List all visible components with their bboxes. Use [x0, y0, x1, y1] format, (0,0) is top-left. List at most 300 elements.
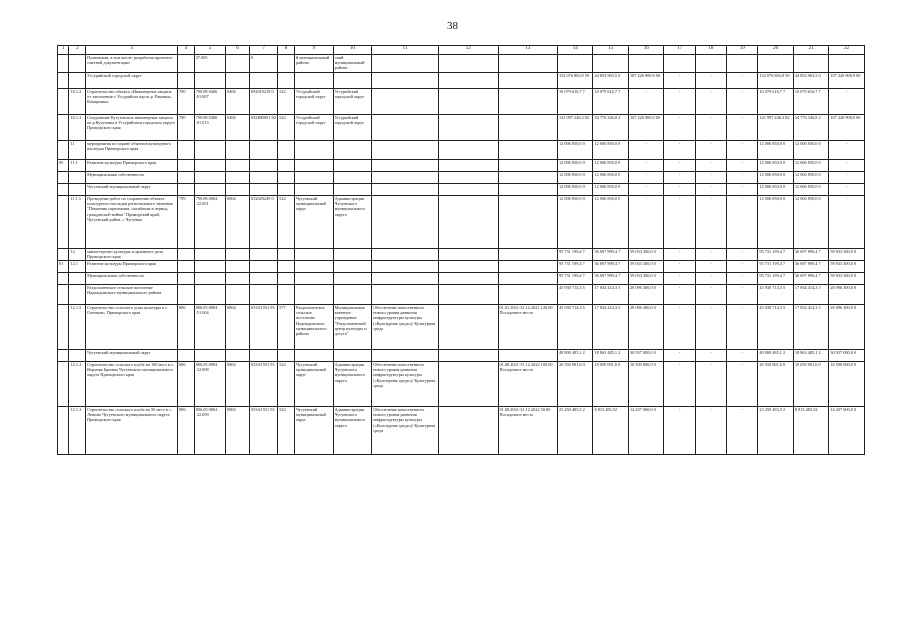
table-cell: Чугуевский муниципальный округ: [86, 184, 178, 196]
table-cell: [372, 261, 439, 273]
table-cell: 36 697 899,4 7: [793, 273, 828, 285]
table-cell: -: [727, 115, 758, 141]
table-cell: 082ИЕR01 60: [250, 115, 278, 141]
table-cell: 12 006 850,0 0: [758, 160, 793, 172]
table-cell: [250, 261, 278, 273]
table-cell: [793, 55, 828, 73]
table-cell: [278, 285, 295, 305]
table-cell: мероприятия по охране объектов культурного наследия Приморского края: [86, 141, 178, 160]
table-cell: 23 250 483,5 2: [758, 407, 793, 455]
table-cell: [226, 261, 250, 273]
table-cell: 0406: [226, 89, 250, 115]
table-cell: 522: [278, 407, 295, 455]
table-cell: 11: [69, 141, 86, 160]
table-cell: 12 006 850,0 0: [593, 172, 628, 184]
table-cell: [372, 249, 439, 261]
table-cell: 12 006 850,0 0: [558, 160, 593, 172]
table-cell: 12 006 850,0 0: [558, 184, 593, 196]
table-cell: 799: [178, 196, 195, 249]
table-cell: [178, 55, 195, 73]
table-cell: -: [727, 261, 758, 273]
table-cell: [226, 273, 250, 285]
table-cell: [278, 55, 295, 73]
table-cell: [439, 172, 499, 184]
table-cell: 26 550 001,6 0: [758, 362, 793, 407]
column-header: 6: [226, 46, 250, 55]
table-cell: -: [695, 196, 726, 249]
table-cell: 59 033 300,0 0: [829, 273, 865, 285]
table-cell: [278, 141, 295, 160]
table-cell: 790.08 0406 .01.015: [194, 115, 225, 141]
table-cell: Муниципальная собственность: [86, 273, 178, 285]
table-cell: [439, 160, 499, 172]
table-cell: [498, 160, 558, 172]
table-cell: Муниципальная собственность: [86, 172, 178, 184]
table-cell: Строительство сельского дома культуры в с. Олечково, Приморского края: [86, 305, 178, 350]
table-cell: -: [664, 273, 695, 285]
table-cell: [69, 55, 86, 73]
table-cell: -: [664, 362, 695, 407]
table-cell: 36 697 899,4 7: [793, 261, 828, 273]
table-cell: 522: [278, 196, 295, 249]
table-cell: [250, 141, 278, 160]
table-cell: [498, 285, 558, 305]
table-cell: 49 800 485,1 2: [558, 350, 593, 362]
table-cell: 12 006 850,0 0: [758, 172, 793, 184]
table-cell: 59 033 300,0 0: [829, 249, 865, 261]
table-cell: 12 006 850,0 0: [593, 184, 628, 196]
table-cell: Уссурийский городской округ: [294, 89, 333, 115]
table-cell: 17 834 414,3 5: [793, 305, 828, 350]
table-cell: 522: [278, 89, 295, 115]
table-cell: [498, 73, 558, 89]
table-cell: Чугуевский муниципальный округ: [86, 350, 178, 362]
table-row: [58, 184, 865, 196]
table-cell: -: [695, 362, 726, 407]
table-cell: -: [727, 172, 758, 184]
table-cell: 806.05.0804 .32.009: [194, 407, 225, 455]
table-cell: 053А1551 93: [250, 407, 278, 455]
column-header: 11: [372, 46, 439, 55]
table-cell: -: [664, 73, 695, 89]
table-cell: 12 006 850,0 0: [793, 196, 828, 249]
table-cell: [250, 73, 278, 89]
table-cell: 45 930 714,3 5: [558, 285, 593, 305]
table-cell: -: [664, 305, 695, 350]
table-cell: [439, 350, 499, 362]
table-cell: [178, 350, 195, 362]
table-cell: 28 096 300,0 0: [628, 305, 663, 350]
column-header: 10: [333, 46, 372, 55]
column-header: 13: [498, 46, 558, 55]
table-cell: 806: [178, 362, 195, 407]
table-cell: [758, 55, 793, 73]
table-cell: [69, 73, 86, 89]
table-cell: [294, 184, 333, 196]
table-cell: -: [695, 285, 726, 305]
table-cell: [194, 249, 225, 261]
table-cell: 0804: [226, 305, 250, 350]
table-cell: [372, 285, 439, 305]
table-cell: 10 079 616,7 7: [793, 89, 828, 115]
table-cell: [58, 407, 69, 455]
table-cell: [439, 407, 499, 455]
table-cell: 01.08.2021-31.12.2022 50.00 Посадочное место: [498, 407, 558, 455]
table-cell: [333, 184, 372, 196]
table-cell: -: [664, 261, 695, 273]
budget-table: [57, 45, 865, 455]
table-cell: 12 006 850,0 0: [558, 196, 593, 249]
table-cell: Уссурийский городской округ: [333, 89, 372, 115]
column-header: 22: [829, 46, 865, 55]
table-cell: 12.1.5: [69, 305, 86, 350]
table-cell: -: [727, 73, 758, 89]
table-cell: 10.1.3: [69, 115, 86, 141]
table-cell: 0: [250, 55, 278, 73]
table-cell: 12: [69, 249, 86, 261]
table-cell: [226, 285, 250, 305]
table-cell: Пулковская, в том числе: разработка проектно-сметной документации: [86, 55, 178, 73]
table-row: [58, 261, 865, 273]
table-cell: [294, 350, 333, 362]
column-header: 7: [250, 46, 278, 55]
column-header: 19: [727, 46, 758, 55]
table-cell: [194, 73, 225, 89]
table-cell: министерство культуры и архивного дела Приморского края: [86, 249, 178, 261]
table-cell: -: [727, 362, 758, 407]
table-cell: [178, 261, 195, 273]
table-cell: 36 697 899,4 7: [593, 261, 628, 273]
table-cell: [439, 249, 499, 261]
table-cell: [294, 249, 333, 261]
table-cell: 107 220 900,9 00: [628, 73, 663, 89]
table-cell: 26 550 001,6 0: [558, 362, 593, 407]
table-cell: сний муниципальный района: [333, 55, 372, 73]
table-cell: Развитие культуры Приморского края: [86, 160, 178, 172]
table-row: [58, 305, 865, 350]
table-cell: [498, 196, 558, 249]
table-cell: [58, 141, 69, 160]
table-cell: 23 250 483,5 2: [558, 407, 593, 455]
table-cell: [69, 350, 86, 362]
column-header: 2: [69, 46, 86, 55]
table-cell: Проведение работ по сохранению объекта культурного наследия регионального значения "Памятник партизанам, погибшим в период гражданской войны" Приморский край, Чугуевский район, с Чугуевка: [86, 196, 178, 249]
table-cell: Обеспечение качественного нового уровня развития инфраструктуры культуры («Культурная среда»)/ Культурная среда: [372, 305, 439, 350]
table-cell: 12 006 850,0 0: [793, 172, 828, 184]
table-cell: [178, 172, 195, 184]
table-row: [58, 141, 865, 160]
table-row: [58, 160, 865, 172]
table-cell: [178, 285, 195, 305]
table-cell: 107 220 900,0 00: [628, 115, 663, 141]
header-row: [58, 46, 865, 55]
table-cell: 12 006 850,0 0: [793, 141, 828, 160]
table-cell: Администрация Чугуевского муниципального округа: [333, 362, 372, 407]
column-header: 5: [194, 46, 225, 55]
table-cell: 12 006 850,0 0: [593, 196, 628, 249]
table-cell: [58, 55, 69, 73]
table-cell: 12.1: [69, 261, 86, 273]
column-header: 16: [628, 46, 663, 55]
table-cell: 11.1: [69, 160, 86, 172]
table-cell: [178, 249, 195, 261]
table-cell: [439, 196, 499, 249]
table-cell: [372, 89, 439, 115]
table-cell: 522: [278, 115, 295, 141]
table-cell: [333, 350, 372, 362]
table-cell: [829, 55, 865, 73]
table-cell: [498, 273, 558, 285]
table-cell: 12 006 850,0 0: [793, 184, 828, 196]
table-cell: [439, 362, 499, 407]
table-cell: Строительство объекта «Инженерные защиты от затопления г. Уссурийска вдоль р. Раковка», Комаровка»: [86, 89, 178, 115]
table-cell: 0804: [226, 407, 250, 455]
column-header: 21: [793, 46, 828, 55]
table-cell: 790.08 0406 .01.007: [194, 89, 225, 115]
table-cell: 59 033 300,0 0: [628, 249, 663, 261]
table-cell: [250, 249, 278, 261]
table-cell: 45 930 714,3 5: [758, 305, 793, 350]
table-cell: [278, 249, 295, 261]
table-cell: -: [695, 141, 726, 160]
column-header: 1: [58, 46, 69, 55]
column-header: 12: [439, 46, 499, 55]
table-cell: [628, 55, 663, 73]
table-cell: [498, 184, 558, 196]
table-cell: [178, 141, 195, 160]
table-cell: [372, 273, 439, 285]
table-cell: 8 813 483,52: [593, 407, 628, 455]
table-cell: [58, 184, 69, 196]
table-cell: 0804: [226, 362, 250, 407]
table-cell: [226, 249, 250, 261]
table-cell: [58, 249, 69, 261]
table-cell: Администрация Чугуевского муниципального округа: [333, 407, 372, 455]
table-cell: 36 697 899,4 7: [593, 249, 628, 261]
table-cell: -: [695, 350, 726, 362]
table-cell: -: [695, 261, 726, 273]
table-cell: [593, 55, 628, 73]
table-cell: 8 813 483,52: [793, 407, 828, 455]
table-cell: [498, 115, 558, 141]
table-cell: [194, 350, 225, 362]
table-cell: -: [727, 305, 758, 350]
table-cell: [498, 249, 558, 261]
table-cell: -: [664, 184, 695, 196]
table-cell: -: [628, 196, 663, 249]
column-header: 9: [294, 46, 333, 55]
table-cell: 95 731 199,4 7: [558, 261, 593, 273]
table-cell: [372, 184, 439, 196]
table-cell: 10 079 616,7 7: [593, 89, 628, 115]
table-cell: -: [664, 407, 695, 455]
table-cell: 18 863 485,1 2: [793, 350, 828, 362]
table-cell: -: [628, 184, 663, 196]
table-cell: 152 076 863,9 59: [758, 73, 793, 89]
table-cell: 12.1.3: [69, 407, 86, 455]
table-cell: 05: [58, 160, 69, 172]
table-cell: [226, 73, 250, 89]
table-cell: 12 006 850,0 0: [758, 184, 793, 196]
table-cell: [194, 172, 225, 184]
table-cell: -: [727, 273, 758, 285]
table-cell: 18 863 485,1 2: [593, 350, 628, 362]
table-cell: 01.08.2021-31.12.2022 100.00 Посадочное место: [498, 362, 558, 407]
table-cell: [69, 172, 86, 184]
table-cell: [250, 160, 278, 172]
table-cell: -: [664, 172, 695, 184]
table-cell: [372, 55, 439, 73]
table-cell: [194, 273, 225, 285]
table-cell: [333, 261, 372, 273]
table-cell: [278, 73, 295, 89]
column-header: 14: [558, 46, 593, 55]
table-cell: 806: [178, 407, 195, 455]
table-cell: Развитие культуры Приморского края: [86, 261, 178, 273]
table-cell: 10 079 616,7 7: [558, 89, 593, 115]
table-cell: [178, 273, 195, 285]
table-cell: [250, 184, 278, 196]
table-cell: -: [727, 285, 758, 305]
table-cell: 12.1.2: [69, 362, 86, 407]
table-cell: 0406: [226, 115, 250, 141]
table-cell: [178, 73, 195, 89]
table-cell: [372, 160, 439, 172]
table-cell: 522: [278, 362, 295, 407]
table-cell: -: [695, 184, 726, 196]
table-row: [58, 350, 865, 362]
table-cell: [372, 141, 439, 160]
table-cell: -: [695, 73, 726, 89]
table-cell: 14 437 000,0 0: [628, 407, 663, 455]
table-cell: 141 997 246,3 82: [758, 115, 793, 141]
table-row: [58, 249, 865, 261]
table-cell: [294, 285, 333, 305]
table-cell: Чугуевский муниципальный округ: [294, 407, 333, 455]
table-cell: [58, 172, 69, 184]
table-cell: [226, 141, 250, 160]
table-row: [58, 115, 865, 141]
table-cell: -: [727, 350, 758, 362]
table-cell: [333, 172, 372, 184]
table-cell: Строительство сельского клуба на 50 мест в с. Ленино Чугуевского муниципального округа Приморского края: [86, 407, 178, 455]
table-cell: [333, 249, 372, 261]
table-cell: -: [628, 141, 663, 160]
table-cell: 16 500 000,0 0: [829, 362, 865, 407]
table-cell: -: [664, 89, 695, 115]
table-cell: -: [664, 285, 695, 305]
table-cell: Уссурийский городской округ: [333, 115, 372, 141]
table-cell: [294, 261, 333, 273]
table-cell: [226, 184, 250, 196]
table-cell: [194, 261, 225, 273]
column-header: 18: [695, 46, 726, 55]
table-cell: 36 697 899,4 7: [593, 273, 628, 285]
table-cell: [372, 73, 439, 89]
table-cell: [58, 350, 69, 362]
table-cell: [498, 350, 558, 362]
table-cell: Администрация Чугуевского муниципального округа: [333, 196, 372, 249]
table-cell: [278, 261, 295, 273]
table-cell: 12 006 850,0 0: [593, 141, 628, 160]
table-cell: 152 076 863,9 59: [558, 73, 593, 89]
table-cell: [727, 55, 758, 73]
table-cell: 59 033 300,0 0: [829, 261, 865, 273]
table-cell: [58, 362, 69, 407]
table-cell: 95 731 199,4 7: [758, 261, 793, 273]
table-cell: -: [628, 172, 663, 184]
table-cell: -: [628, 160, 663, 172]
table-cell: 28 096 300,0 0: [628, 285, 663, 305]
table-cell: 17 834 414,3 5: [593, 305, 628, 350]
table-cell: -: [664, 160, 695, 172]
table-cell: [226, 350, 250, 362]
table-cell: 34 776 346,8 2: [593, 115, 628, 141]
table-cell: [226, 172, 250, 184]
table-cell: Уссурийский городской округ: [294, 115, 333, 141]
table-cell: -: [727, 184, 758, 196]
table-cell: 10.1.2: [69, 89, 86, 115]
table-cell: 01: [58, 261, 69, 273]
table-cell: [664, 55, 695, 73]
table-cell: 790: [178, 115, 195, 141]
table-cell: 10 050 001,6 0: [593, 362, 628, 407]
table-cell: -: [628, 89, 663, 115]
table-row: [58, 362, 865, 407]
table-row: [58, 89, 865, 115]
table-cell: -: [664, 141, 695, 160]
table-cell: 44 853 963,5 0: [793, 73, 828, 89]
table-cell: [695, 55, 726, 73]
table-cell: 28 096 300,0 0: [829, 305, 865, 350]
table-cell: [58, 285, 69, 305]
table-cell: [333, 273, 372, 285]
table-cell: -: [664, 196, 695, 249]
table-cell: [439, 89, 499, 115]
table-cell: [498, 172, 558, 184]
table-cell: [439, 115, 499, 141]
table-cell: [278, 273, 295, 285]
table-cell: Уссурийский городской округ: [86, 73, 178, 89]
table-cell: [439, 55, 499, 73]
table-cell: Муниципальные казенное учреждение "Раздольненский центр культуры и досуга": [333, 305, 372, 350]
table-cell: 14 437 000,0 0: [829, 407, 865, 455]
table-cell: 30 937 000,0 0: [628, 350, 663, 362]
table-cell: [372, 115, 439, 141]
table-cell: [69, 285, 86, 305]
table-cell: [194, 184, 225, 196]
column-header: 15: [593, 46, 628, 55]
table-cell: [439, 141, 499, 160]
table-cell: [58, 273, 69, 285]
table-cell: [498, 261, 558, 273]
table-cell: [439, 273, 499, 285]
table-cell: -: [727, 249, 758, 261]
table-body: [58, 55, 865, 455]
table-cell: -: [664, 115, 695, 141]
page-number: 38: [447, 20, 458, 32]
table-cell: -: [829, 89, 865, 115]
table-cell: -: [695, 407, 726, 455]
table-cell: Раздольненское сельское поселение Надеждинского муниципального района: [294, 305, 333, 350]
table-cell: -: [727, 160, 758, 172]
table-cell: [294, 73, 333, 89]
table-cell: -: [695, 89, 726, 115]
table-cell: [194, 160, 225, 172]
table-cell: [58, 89, 69, 115]
table-cell: [498, 55, 558, 73]
table-row: [58, 407, 865, 455]
